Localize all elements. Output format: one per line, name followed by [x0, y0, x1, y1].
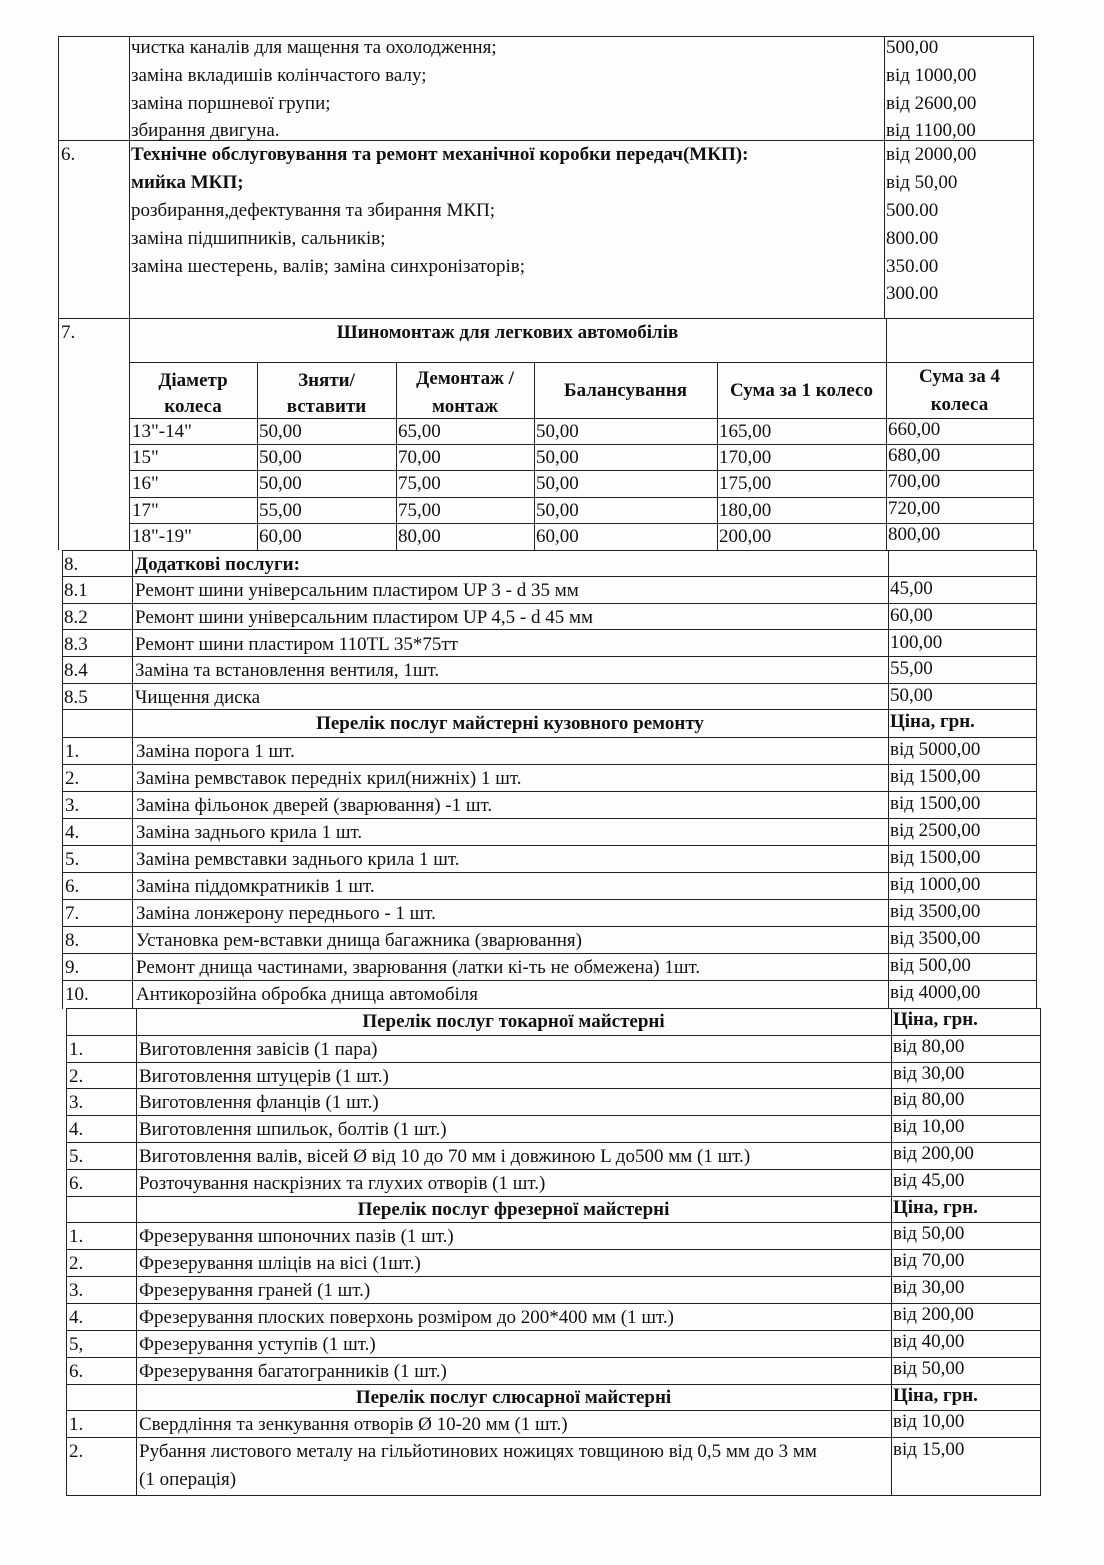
service-price: від 30,00 — [893, 1063, 965, 1084]
service-price: від 50,00 — [886, 172, 958, 193]
row-number: 8.2 — [64, 607, 88, 628]
table-border — [62, 926, 1036, 927]
row-number: 1. — [69, 1226, 84, 1247]
price-header: Ціна, грн. — [893, 1385, 978, 1406]
service-price: від 80,00 — [893, 1036, 965, 1057]
service-price: 50,00 — [890, 685, 933, 706]
row-number: 1. — [69, 1039, 84, 1060]
price-header: Ціна, грн. — [890, 711, 975, 732]
table-cell: 200,00 — [719, 526, 772, 547]
table-border — [62, 872, 1036, 873]
column-header: Сума за 4 — [919, 366, 1000, 387]
table-cell: 720,00 — [888, 498, 941, 519]
column-header: вставити — [286, 396, 367, 417]
table-border — [62, 683, 1036, 684]
row-number: 10. — [65, 984, 89, 1005]
table-border — [62, 576, 1036, 577]
table-border — [62, 737, 1036, 738]
service-price: від 1500,00 — [890, 766, 981, 787]
table-cell: 55,00 — [259, 500, 302, 521]
table-border — [62, 656, 1036, 657]
row-number: 8.5 — [64, 687, 88, 708]
service-price: 55,00 — [890, 658, 933, 679]
table-cell: 50,00 — [259, 473, 302, 494]
table-border — [62, 764, 1036, 765]
service-item: заміна вкладишів колінчастого валу; — [131, 65, 427, 86]
column-header: Сума за 1 колесо — [730, 380, 873, 401]
row-number: 6. — [69, 1361, 84, 1382]
table-cell: 13"-14" — [132, 421, 192, 442]
service-item: збирання двигуна. — [131, 120, 280, 141]
table-cell: 60,00 — [536, 526, 579, 547]
table-border — [884, 36, 885, 318]
service-item: Виготовлення завісів (1 пара) — [139, 1039, 378, 1060]
service-price: від 40,00 — [893, 1331, 965, 1352]
table-border — [396, 362, 397, 550]
table-border — [1040, 1008, 1041, 1496]
service-price: від 4000,00 — [890, 982, 981, 1003]
service-price: 100,00 — [890, 632, 943, 653]
table-border — [129, 318, 130, 550]
table-border — [62, 709, 1036, 710]
service-item: Свердління та зенкування отворів Ø 10-20 мм (1 шт.) — [139, 1414, 568, 1435]
row-number: 2. — [65, 768, 80, 789]
service-price: від 2000,00 — [886, 144, 977, 165]
table-cell: 700,00 — [888, 471, 941, 492]
section-number: 7. — [61, 322, 76, 343]
column-header: Балансування — [564, 380, 687, 401]
table-border — [62, 550, 1036, 551]
table-cell: 50,00 — [259, 447, 302, 468]
service-price: від 45,00 — [893, 1170, 965, 1191]
table-cell: 75,00 — [398, 473, 441, 494]
service-item: Виготовлення штуцерів (1 шт.) — [139, 1066, 389, 1087]
service-price: 45,00 — [890, 578, 933, 599]
section-title: Технічне обслуговування та ремонт механічної коробки передач(МКП): — [131, 144, 749, 165]
row-number: 3. — [69, 1280, 84, 1301]
service-item: Антикорозійна обробка днища автомобіля — [136, 984, 479, 1005]
section-number: 8. — [64, 554, 79, 575]
service-price: 300.00 — [886, 283, 939, 304]
service-item: Заміна лонжерону переднього - 1 шт. — [136, 903, 436, 924]
service-item: Ремонт шини пластиром 110TL 35*75тт — [135, 634, 458, 655]
row-number: 8.3 — [64, 634, 88, 655]
service-price: 60,00 — [890, 605, 933, 626]
service-item: Заміна заднього крила 1 шт. — [136, 822, 363, 843]
table-border — [62, 791, 1036, 792]
table-cell: 60,00 — [259, 526, 302, 547]
table-cell: 15" — [132, 447, 159, 468]
service-price: від 3500,00 — [890, 928, 981, 949]
service-price: від 1500,00 — [890, 847, 981, 868]
service-price: від 50,00 — [893, 1223, 965, 1244]
table-border — [58, 36, 59, 318]
column-header: Зняти/ — [298, 370, 355, 391]
service-price: від 500,00 — [890, 955, 971, 976]
row-number: 8.4 — [64, 660, 88, 681]
service-item: Розточування наскрізних та глухих отворів (1 шт.) — [139, 1173, 546, 1194]
section-title: Шиномонтаж для легкових автомобілів — [336, 322, 679, 343]
service-item: розбирання,дефектування та збирання МКП; — [131, 200, 496, 221]
table-border — [132, 550, 133, 1009]
table-cell: 180,00 — [719, 500, 772, 521]
row-number: 7. — [65, 903, 80, 924]
section-title: Додаткові послуги: — [135, 554, 300, 575]
row-number: 4. — [69, 1119, 84, 1140]
table-border — [129, 362, 1033, 363]
table-cell: 16" — [132, 473, 159, 494]
table-cell: 50,00 — [259, 421, 302, 442]
service-price: від 3500,00 — [890, 901, 981, 922]
service-price: від 5000,00 — [890, 739, 981, 760]
service-item: Ремонт днища частинами, зварювання (латки кі-ть не обмежена) 1шт. — [136, 957, 701, 978]
service-price: від 1500,00 — [890, 793, 981, 814]
service-price: від 1000,00 — [886, 65, 977, 86]
column-header: Діаметр — [158, 370, 228, 391]
table-border — [66, 1437, 1040, 1438]
row-number: 5, — [69, 1334, 84, 1355]
service-price: від 80,00 — [893, 1089, 965, 1110]
service-item-continuation: (1 операція) — [139, 1469, 237, 1490]
service-item: заміна поршневої групи; — [131, 93, 331, 114]
table-cell: 165,00 — [719, 421, 772, 442]
service-price: від 10,00 — [893, 1411, 965, 1432]
service-item: Рубання листового металу на гільйотинових ножицях товщиною від 0,5 мм до 3 мм — [139, 1441, 817, 1462]
row-number: 5. — [69, 1146, 84, 1167]
row-number: 4. — [65, 822, 80, 843]
service-item: Заміна фільонок дверей (зварювання) -1 шт. — [136, 795, 493, 816]
table-cell: 50,00 — [536, 447, 579, 468]
service-item: Заміна та встановлення вентиля, 1шт. — [135, 660, 440, 681]
section-number: 6. — [61, 144, 76, 165]
row-number: 4. — [69, 1307, 84, 1328]
table-border — [891, 1008, 892, 1496]
table-cell: 175,00 — [719, 473, 772, 494]
table-cell: 170,00 — [719, 447, 772, 468]
table-border — [62, 550, 63, 1009]
table-cell: 50,00 — [536, 500, 579, 521]
table-border — [62, 845, 1036, 846]
service-price: від 30,00 — [893, 1277, 965, 1298]
table-border — [1033, 318, 1034, 550]
table-cell: 680,00 — [888, 445, 941, 466]
table-border — [129, 36, 130, 318]
price-header: Ціна, грн. — [893, 1009, 978, 1030]
table-border — [66, 1495, 1040, 1496]
table-border — [886, 318, 887, 550]
table-cell: 800,00 — [888, 524, 941, 545]
service-price: 800.00 — [886, 228, 939, 249]
service-item: мийка МКП; — [131, 172, 244, 193]
service-price: від 50,00 — [893, 1358, 965, 1379]
service-price: від 200,00 — [893, 1143, 974, 1164]
column-header: Демонтаж / — [416, 368, 514, 389]
service-price: 350.00 — [886, 256, 939, 277]
service-price: від 200,00 — [893, 1304, 974, 1325]
service-item: Фрезерування багатогранників (1 шт.) — [139, 1361, 447, 1382]
row-number: 1. — [69, 1414, 84, 1435]
service-item: заміна підшипників, сальників; — [131, 228, 386, 249]
service-item: Фрезерування граней (1 шт.) — [139, 1280, 371, 1301]
table-border — [66, 1008, 67, 1496]
section-title: Перелік послуг майстерні кузовного ремонту — [316, 713, 704, 734]
table-border — [62, 603, 1036, 604]
service-price: від 10,00 — [893, 1116, 965, 1137]
service-item: Чищення диска — [135, 687, 261, 708]
price-header: Ціна, грн. — [893, 1197, 978, 1218]
service-item: заміна шестерень, валів; заміна синхронізаторів; — [131, 256, 525, 277]
table-cell: 660,00 — [888, 419, 941, 440]
service-item: Виготовлення шпильок, болтів (1 шт.) — [139, 1119, 447, 1140]
table-cell: 50,00 — [536, 421, 579, 442]
row-number: 2. — [69, 1066, 84, 1087]
row-number: 3. — [69, 1092, 84, 1113]
service-item: Ремонт шини універсальним пластиром UP 3 - d 35 мм — [135, 580, 579, 601]
service-price: від 1000,00 — [890, 874, 981, 895]
row-number: 3. — [65, 795, 80, 816]
service-price: від 2600,00 — [886, 93, 977, 114]
service-item: Виготовлення валів, вісей Ø від 10 до 70 мм і довжиною L до500 мм (1 шт.) — [139, 1146, 751, 1167]
row-number: 1. — [65, 741, 80, 762]
column-header: колеса — [930, 394, 989, 415]
table-cell: 65,00 — [398, 421, 441, 442]
table-border — [62, 953, 1036, 954]
table-border — [62, 818, 1036, 819]
table-border — [58, 318, 59, 550]
service-item: Заміна порога 1 шт. — [136, 741, 295, 762]
service-item: Заміна піддомкратників 1 шт. — [136, 876, 375, 897]
service-price: від 15,00 — [893, 1439, 965, 1460]
service-item: Фрезерування уступів (1 шт.) — [139, 1334, 376, 1355]
table-border — [62, 629, 1036, 630]
table-border — [888, 550, 889, 1009]
column-header: монтаж — [432, 396, 498, 417]
table-border — [1033, 36, 1034, 318]
service-item: Установка рем-вставки днища багажника (зварювання) — [136, 930, 582, 951]
service-price: від 1100,00 — [886, 120, 976, 141]
row-number: 8.1 — [64, 580, 88, 601]
service-item: Виготовлення фланців (1 шт.) — [139, 1092, 379, 1113]
row-number: 6. — [65, 876, 80, 897]
section-title: Перелік послуг фрезерної майстерні — [357, 1199, 670, 1220]
row-number: 2. — [69, 1441, 84, 1462]
table-border — [62, 980, 1036, 981]
service-item: чистка каналів для мащення та охолодження; — [131, 37, 497, 58]
service-price: від 2500,00 — [890, 820, 981, 841]
section-title: Перелік послуг токарної майстерні — [362, 1011, 665, 1032]
table-border — [136, 1008, 137, 1496]
service-item: Ремонт шини універсальним пластиром UP 4,5 - d 45 мм — [135, 607, 593, 628]
table-cell: 75,00 — [398, 500, 441, 521]
service-item: Фрезерування шпоночних пазів (1 шт.) — [139, 1226, 454, 1247]
service-price: 500,00 — [886, 37, 939, 58]
service-price: 500.00 — [886, 200, 939, 221]
row-number: 6. — [69, 1173, 84, 1194]
table-cell: 17" — [132, 500, 159, 521]
table-cell: 70,00 — [398, 447, 441, 468]
table-cell: 50,00 — [536, 473, 579, 494]
table-cell: 80,00 — [398, 526, 441, 547]
row-number: 5. — [65, 849, 80, 870]
service-item: Фрезерування плоских поверхонь розміром до 200*400 мм (1 шт.) — [139, 1307, 674, 1328]
service-item: Фрезерування шліців на вісі (1шт.) — [139, 1253, 421, 1274]
row-number: 2. — [69, 1253, 84, 1274]
service-item: Заміна ремвставок передніх крил(нижніх) 1 шт. — [136, 768, 522, 789]
table-border — [62, 899, 1036, 900]
section-title: Перелік послуг слюсарної майстерні — [355, 1387, 672, 1408]
table-cell: 18"-19" — [132, 526, 192, 547]
table-border — [1036, 550, 1037, 1009]
column-header: колеса — [164, 396, 222, 417]
service-price: від 70,00 — [893, 1250, 965, 1271]
row-number: 8. — [65, 930, 80, 951]
row-number: 9. — [65, 957, 80, 978]
service-item: Заміна ремвставки заднього крила 1 шт. — [136, 849, 460, 870]
